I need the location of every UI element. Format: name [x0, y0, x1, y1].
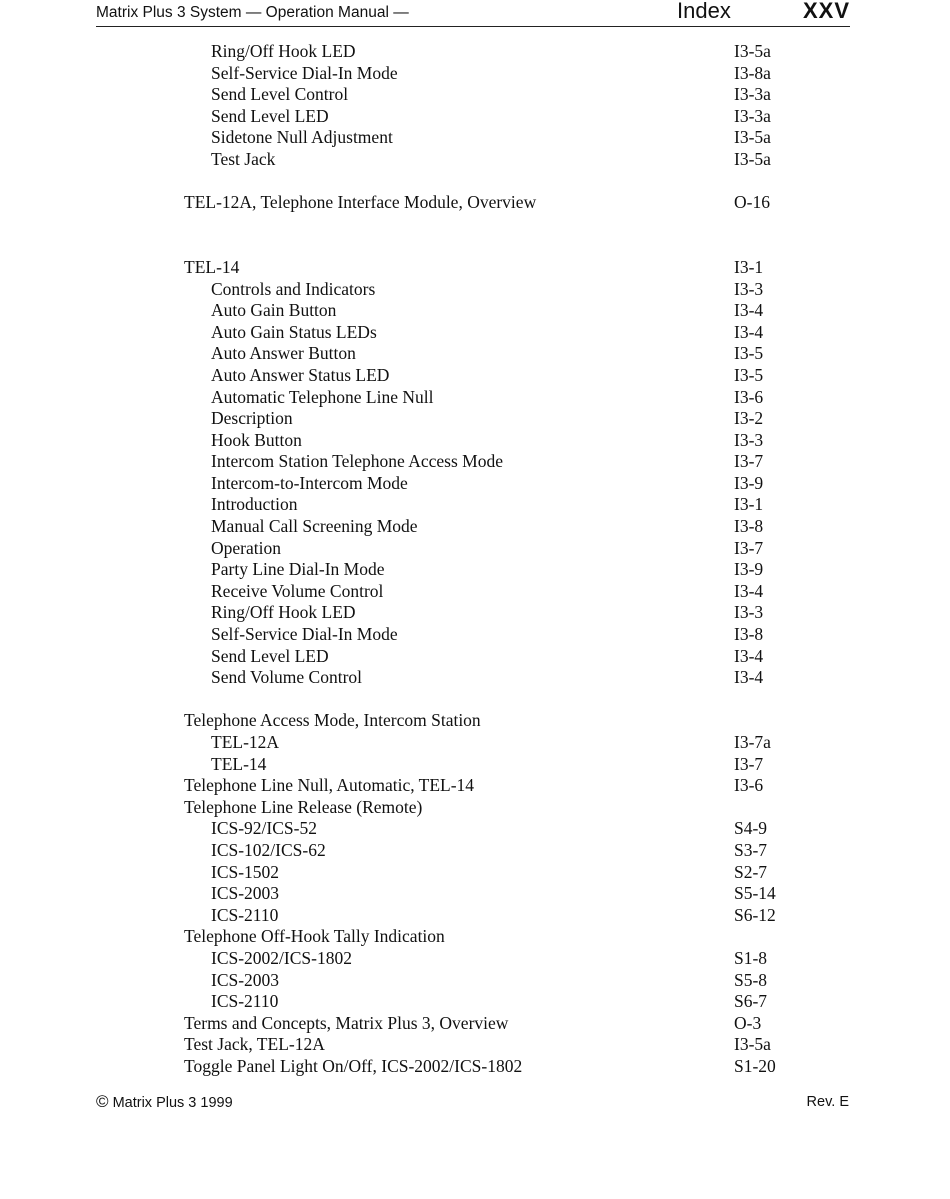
index-term: Self-Service Dial-In Mode	[211, 624, 398, 645]
index-entry	[0, 494, 950, 516]
index-page-ref: I3-5	[734, 364, 764, 385]
index-page-ref: I3-5a	[734, 127, 771, 148]
manual-title: Matrix Plus 3 System — Operation Manual —	[96, 4, 409, 21]
index-entry	[0, 970, 950, 992]
index-term: ICS-2003	[211, 969, 280, 990]
index-term: Toggle Panel Light On/Off, ICS-2002/ICS-1802	[184, 1055, 523, 1076]
index-entry	[0, 473, 950, 495]
index-entry	[0, 41, 950, 63]
index-entry	[0, 710, 950, 732]
index-term: Manual Call Screening Mode	[211, 516, 418, 537]
index-page-ref: O-16	[734, 192, 770, 213]
index-term: TEL-14	[211, 753, 267, 774]
index-entry	[0, 127, 950, 149]
index-page-ref: S5-14	[734, 883, 776, 904]
index-term: Sidetone Null Adjustment	[211, 127, 393, 148]
index-term: Telephone Line Release (Remote)	[184, 796, 423, 817]
index-term: Send Volume Control	[211, 667, 363, 688]
index-term: Send Level Control	[211, 84, 349, 105]
index-entry	[0, 430, 950, 452]
index-page-ref: I3-5	[734, 343, 764, 364]
index-page-ref: I3-5a	[734, 148, 771, 169]
index-term: ICS-2110	[211, 904, 279, 925]
index-page-ref: I3-6	[734, 775, 764, 796]
index-term: Auto Answer Status LED	[211, 364, 390, 385]
index-page-ref: I3-8	[734, 516, 764, 537]
index-page-ref: I3-4	[734, 580, 764, 601]
index-page-ref: I3-7	[734, 753, 764, 774]
index-term: Self-Service Dial-In Mode	[211, 62, 398, 83]
copyright-text: Matrix Plus 3 1999	[112, 1095, 233, 1111]
index-term: ICS-102/ICS-62	[211, 839, 326, 860]
index-entry	[0, 408, 950, 430]
index-entry	[0, 602, 950, 624]
index-page-ref: I3-7	[734, 537, 764, 558]
index-entry	[0, 732, 950, 754]
index-page-ref: I3-3a	[734, 84, 771, 105]
index-page-ref: I3-3	[734, 602, 764, 623]
index-page-ref: S5-8	[734, 969, 768, 990]
index-entry	[0, 279, 950, 301]
index-entry	[0, 192, 950, 214]
index-entry	[0, 516, 950, 538]
page-number: XXV	[802, 0, 850, 23]
index-term: Test Jack, TEL-12A	[184, 1034, 325, 1055]
page-header	[96, 0, 850, 27]
index-term: Intercom-to-Intercom Mode	[211, 472, 408, 493]
index-entry	[0, 63, 950, 85]
index-page-ref: I3-8a	[734, 62, 771, 83]
index-page-ref: S2-7	[734, 861, 768, 882]
index-page-ref: S1-20	[734, 1055, 776, 1076]
index-page-ref: S4-9	[734, 818, 768, 839]
index-entry	[0, 451, 950, 473]
index-term: ICS-92/ICS-52	[211, 818, 317, 839]
index-entry	[0, 106, 950, 128]
index-entry	[0, 624, 950, 646]
index-entry	[0, 149, 950, 171]
index-page-ref: I3-7a	[734, 732, 771, 752]
index-page-ref: I3-1	[734, 256, 764, 277]
index-entry	[0, 581, 950, 603]
index-term: Hook Button	[211, 429, 302, 450]
index-term: Terms and Concepts, Matrix Plus 3, Overview	[184, 1012, 509, 1033]
index-entry	[0, 646, 950, 668]
index-term: ICS-2110	[211, 991, 279, 1012]
index-term: Automatic Telephone Line Null	[211, 386, 434, 407]
index-term: Send Level LED	[211, 105, 329, 126]
index-page-ref: S6-12	[734, 904, 776, 925]
index-term: Auto Answer Button	[211, 343, 356, 364]
index-page-ref: I3-3	[734, 429, 764, 450]
index-term: Receive Volume Control	[211, 580, 384, 601]
index-term: Ring/Off Hook LED	[211, 602, 356, 623]
index-entry	[0, 991, 950, 1013]
section-title: Index	[677, 0, 731, 23]
index-page-ref: S6-7	[734, 991, 768, 1012]
index-term: Introduction	[211, 494, 298, 515]
index-term: Telephone Access Mode, Intercom Station	[184, 710, 481, 731]
index-term: TEL-12A	[211, 732, 280, 752]
index-entry	[0, 322, 950, 344]
index-page-ref: I3-9	[734, 559, 764, 580]
index-page-ref: I3-1	[734, 494, 764, 515]
index-page-ref: I3-4	[734, 321, 764, 342]
index-term: Send Level LED	[211, 645, 329, 666]
footer-copyright	[96, 1092, 233, 1112]
index-term: Operation	[211, 537, 281, 558]
index-entry	[0, 667, 950, 689]
index-term: Intercom Station Telephone Access Mode	[211, 451, 503, 472]
index-term: TEL-14	[184, 256, 240, 277]
index-term: ICS-2002/ICS-1802	[211, 947, 352, 968]
index-term: ICS-1502	[211, 861, 280, 882]
index-term: Auto Gain Button	[211, 300, 337, 321]
index-entry	[0, 1056, 950, 1078]
index-entry	[0, 948, 950, 970]
index-page-ref: I3-3a	[734, 105, 771, 126]
index-entry	[0, 365, 950, 387]
index-entry	[0, 775, 950, 797]
index-entry	[0, 559, 950, 581]
index-term: ICS-2003	[211, 883, 280, 904]
index-page-ref: I3-6	[734, 386, 764, 407]
index-term: Test Jack	[211, 148, 276, 169]
index-entry	[0, 343, 950, 365]
index-entry	[0, 754, 950, 776]
index-page-ref: O-3	[734, 1012, 762, 1033]
index-term: Auto Gain Status LEDs	[211, 321, 377, 342]
index-entry	[0, 1034, 950, 1056]
copyright-symbol: ©	[96, 1092, 109, 1111]
index-entry	[0, 84, 950, 106]
index-term: Controls and Indicators	[211, 278, 376, 299]
index-page-ref: I3-2	[734, 408, 764, 429]
index-term: Description	[211, 408, 293, 429]
index-page-ref: I3-9	[734, 472, 764, 493]
footer-revision: Rev. E	[806, 1094, 849, 1110]
index-term: Party Line Dial-In Mode	[211, 559, 385, 580]
index-term: Ring/Off Hook LED	[211, 41, 356, 61]
index-entry	[0, 1013, 950, 1035]
index-entry	[0, 905, 950, 927]
index-term: Telephone Off-Hook Tally Indication	[184, 926, 445, 947]
index-entry	[0, 883, 950, 905]
index-page-ref: I3-5a	[734, 41, 771, 61]
index-entry	[0, 300, 950, 322]
index-entry	[0, 862, 950, 884]
index-entry	[0, 797, 950, 819]
index-entry	[0, 818, 950, 840]
index-entry	[0, 538, 950, 560]
index-entry	[0, 257, 950, 279]
index-term: TEL-12A, Telephone Interface Module, Overview	[184, 192, 537, 213]
index-page-ref: I3-3	[734, 278, 764, 299]
index-entry	[0, 840, 950, 862]
index-entry	[0, 387, 950, 409]
index-page-ref: S3-7	[734, 839, 768, 860]
index-page-ref: I3-5a	[734, 1034, 771, 1055]
index-term: Telephone Line Null, Automatic, TEL-14	[184, 775, 475, 796]
index-page-ref: S1-8	[734, 947, 768, 968]
index-page-ref: I3-4	[734, 645, 764, 666]
index-entry	[0, 926, 950, 948]
index-page-ref: I3-4	[734, 300, 764, 321]
index-page-ref: I3-4	[734, 667, 764, 688]
index-page-ref: I3-8	[734, 624, 764, 645]
index-list	[0, 41, 950, 1078]
index-page-ref: I3-7	[734, 451, 764, 472]
